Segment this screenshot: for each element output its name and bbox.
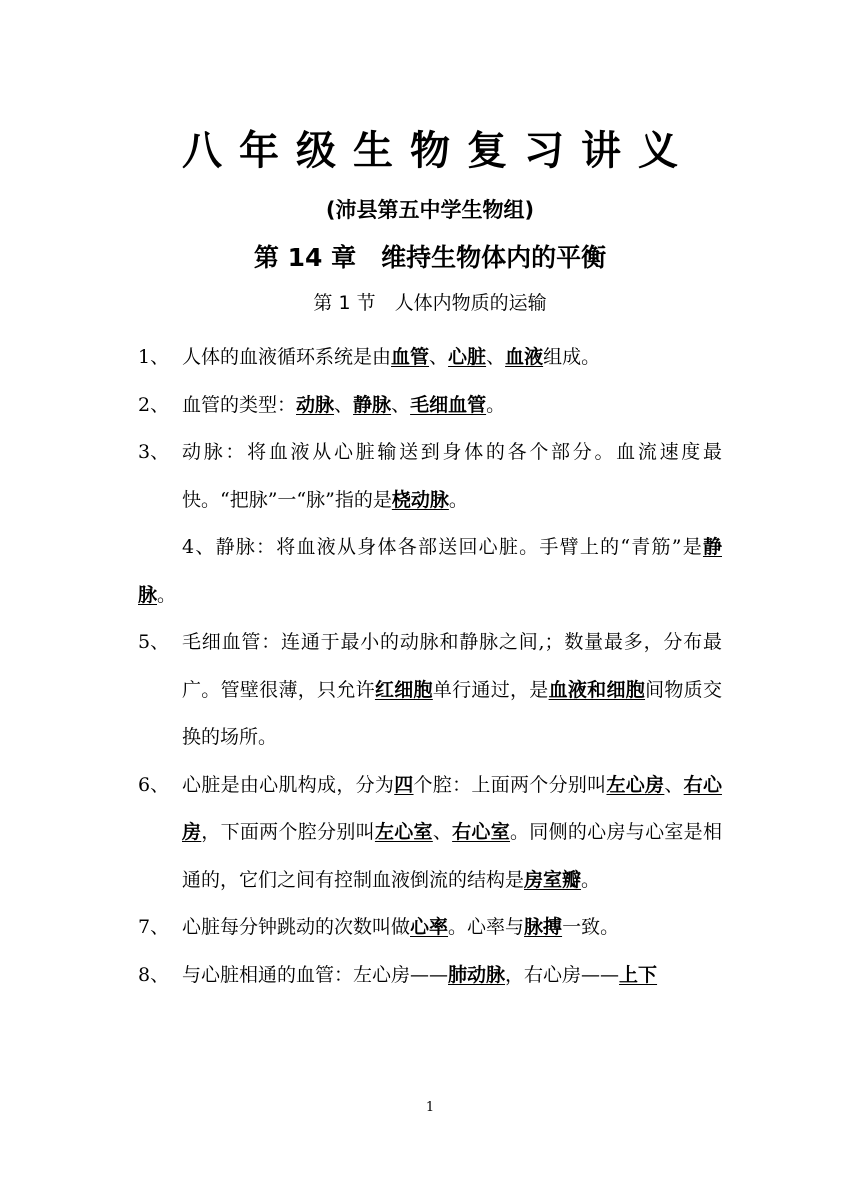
item-number: 1、 <box>138 346 170 368</box>
item-text <box>182 904 722 952</box>
list-item <box>138 429 722 524</box>
key-term: 右心房 <box>182 773 722 843</box>
key-term: 脉搏 <box>524 916 563 938</box>
item-text-segment: 。 <box>581 868 601 891</box>
item-text-segment: 、 <box>486 346 506 368</box>
list-item <box>138 334 722 382</box>
item-text-segment: 间物质交换的场所。 <box>182 678 722 748</box>
item-number: 7、 <box>138 916 170 938</box>
item-text-segment: 、 <box>391 393 411 416</box>
key-term: 静脉 <box>353 393 392 416</box>
item-text-segment: 心脏每分钟跳动的次数叫做 <box>182 916 411 938</box>
list-item <box>138 524 722 619</box>
item-text-segment: 动脉：将血液从心脏输送到身体的各个部分。血流速度最快。“把脉”一“脉”指的是 <box>182 441 722 511</box>
item-text <box>182 619 722 762</box>
key-term: 桡动脉 <box>391 488 449 511</box>
item-text-segment: 。 <box>486 393 506 416</box>
item-text-segment: 、 <box>429 346 449 368</box>
key-term: 心率 <box>410 916 449 938</box>
item-text-segment: 血管的类型： <box>182 393 297 416</box>
item-number: 6、 <box>138 773 170 796</box>
item-text <box>182 762 722 905</box>
key-term: 红细胞 <box>374 678 433 701</box>
item-text-segment: ，右心房—— <box>505 963 620 986</box>
item-text-segment: 。同侧的心房与心室是相通的，它们之间有控制血液倒流的结构是 <box>182 821 722 891</box>
item-text-segment: 心脏是由心肌构成，分为 <box>182 773 395 796</box>
item-text-segment: ，下面两个腔分别叫 <box>201 821 375 843</box>
key-term: 血液 <box>505 346 544 368</box>
key-term: 上下 <box>619 963 658 986</box>
key-term: 肺动脉 <box>448 963 506 986</box>
item-number: 4、 <box>182 536 216 558</box>
list-item <box>138 952 722 1000</box>
item-text-segment: 。心率与 <box>448 916 525 938</box>
item-text-segment: 、 <box>334 393 354 416</box>
key-term: 四 <box>394 773 414 796</box>
page-number: 1 <box>425 1100 435 1115</box>
list-item <box>138 382 722 430</box>
list-item <box>138 904 722 952</box>
item-text-segment: 。 <box>448 488 468 511</box>
key-term: 心脏 <box>448 346 487 368</box>
item-text <box>182 952 722 1000</box>
item-text <box>138 524 722 619</box>
item-number: 2、 <box>138 393 170 416</box>
review-item-list <box>138 334 722 999</box>
list-item <box>138 619 722 762</box>
key-term: 血液和细胞 <box>548 678 646 701</box>
item-text-segment: 与心脏相通的血管：左心房—— <box>182 963 449 986</box>
key-term: 房室瓣 <box>524 868 582 891</box>
document-subtitle: (沛县第五中学生物组) <box>325 198 535 222</box>
key-term: 左心房 <box>606 773 665 796</box>
key-term: 毛细血管 <box>410 393 487 416</box>
key-term: 静脉 <box>138 536 722 606</box>
item-number: 3、 <box>138 441 170 463</box>
key-term: 动脉 <box>296 393 335 416</box>
key-term: 血管 <box>391 346 430 368</box>
key-term: 左心室 <box>374 821 433 843</box>
item-text <box>182 429 722 524</box>
item-text-segment: 静脉：将血液从身体各部送回心脏。手臂上的“青筋”是 <box>215 536 703 558</box>
item-text <box>182 382 722 430</box>
item-text <box>182 334 722 382</box>
item-text-segment: 毛细血管：连通于最小的动脉和静脉之间,；数量最多，分布最广。管壁很薄，只允许 <box>182 631 722 701</box>
item-number: 8、 <box>138 963 170 986</box>
item-text-segment: 组成。 <box>543 346 601 368</box>
item-text-segment: 个腔：上面两个分别叫 <box>413 773 607 796</box>
section-heading: 第 1 节 人体内物质的运输 <box>313 292 547 314</box>
chapter-heading: 第 14 章 维持生物体内的平衡 <box>253 243 607 272</box>
item-text-segment: 。 <box>157 583 177 606</box>
document-title: 八年级生物复习讲义 <box>182 128 695 174</box>
list-item <box>138 762 722 905</box>
item-number: 5、 <box>138 631 170 653</box>
key-term: 右心室 <box>452 821 511 843</box>
item-text-segment: 单行通过，是 <box>432 678 549 701</box>
item-text-segment: 、 <box>664 773 684 796</box>
item-text-segment: 人体的血液循环系统是由 <box>182 346 392 368</box>
item-text-segment: 一致。 <box>562 916 620 938</box>
item-text-segment: 、 <box>432 821 453 843</box>
